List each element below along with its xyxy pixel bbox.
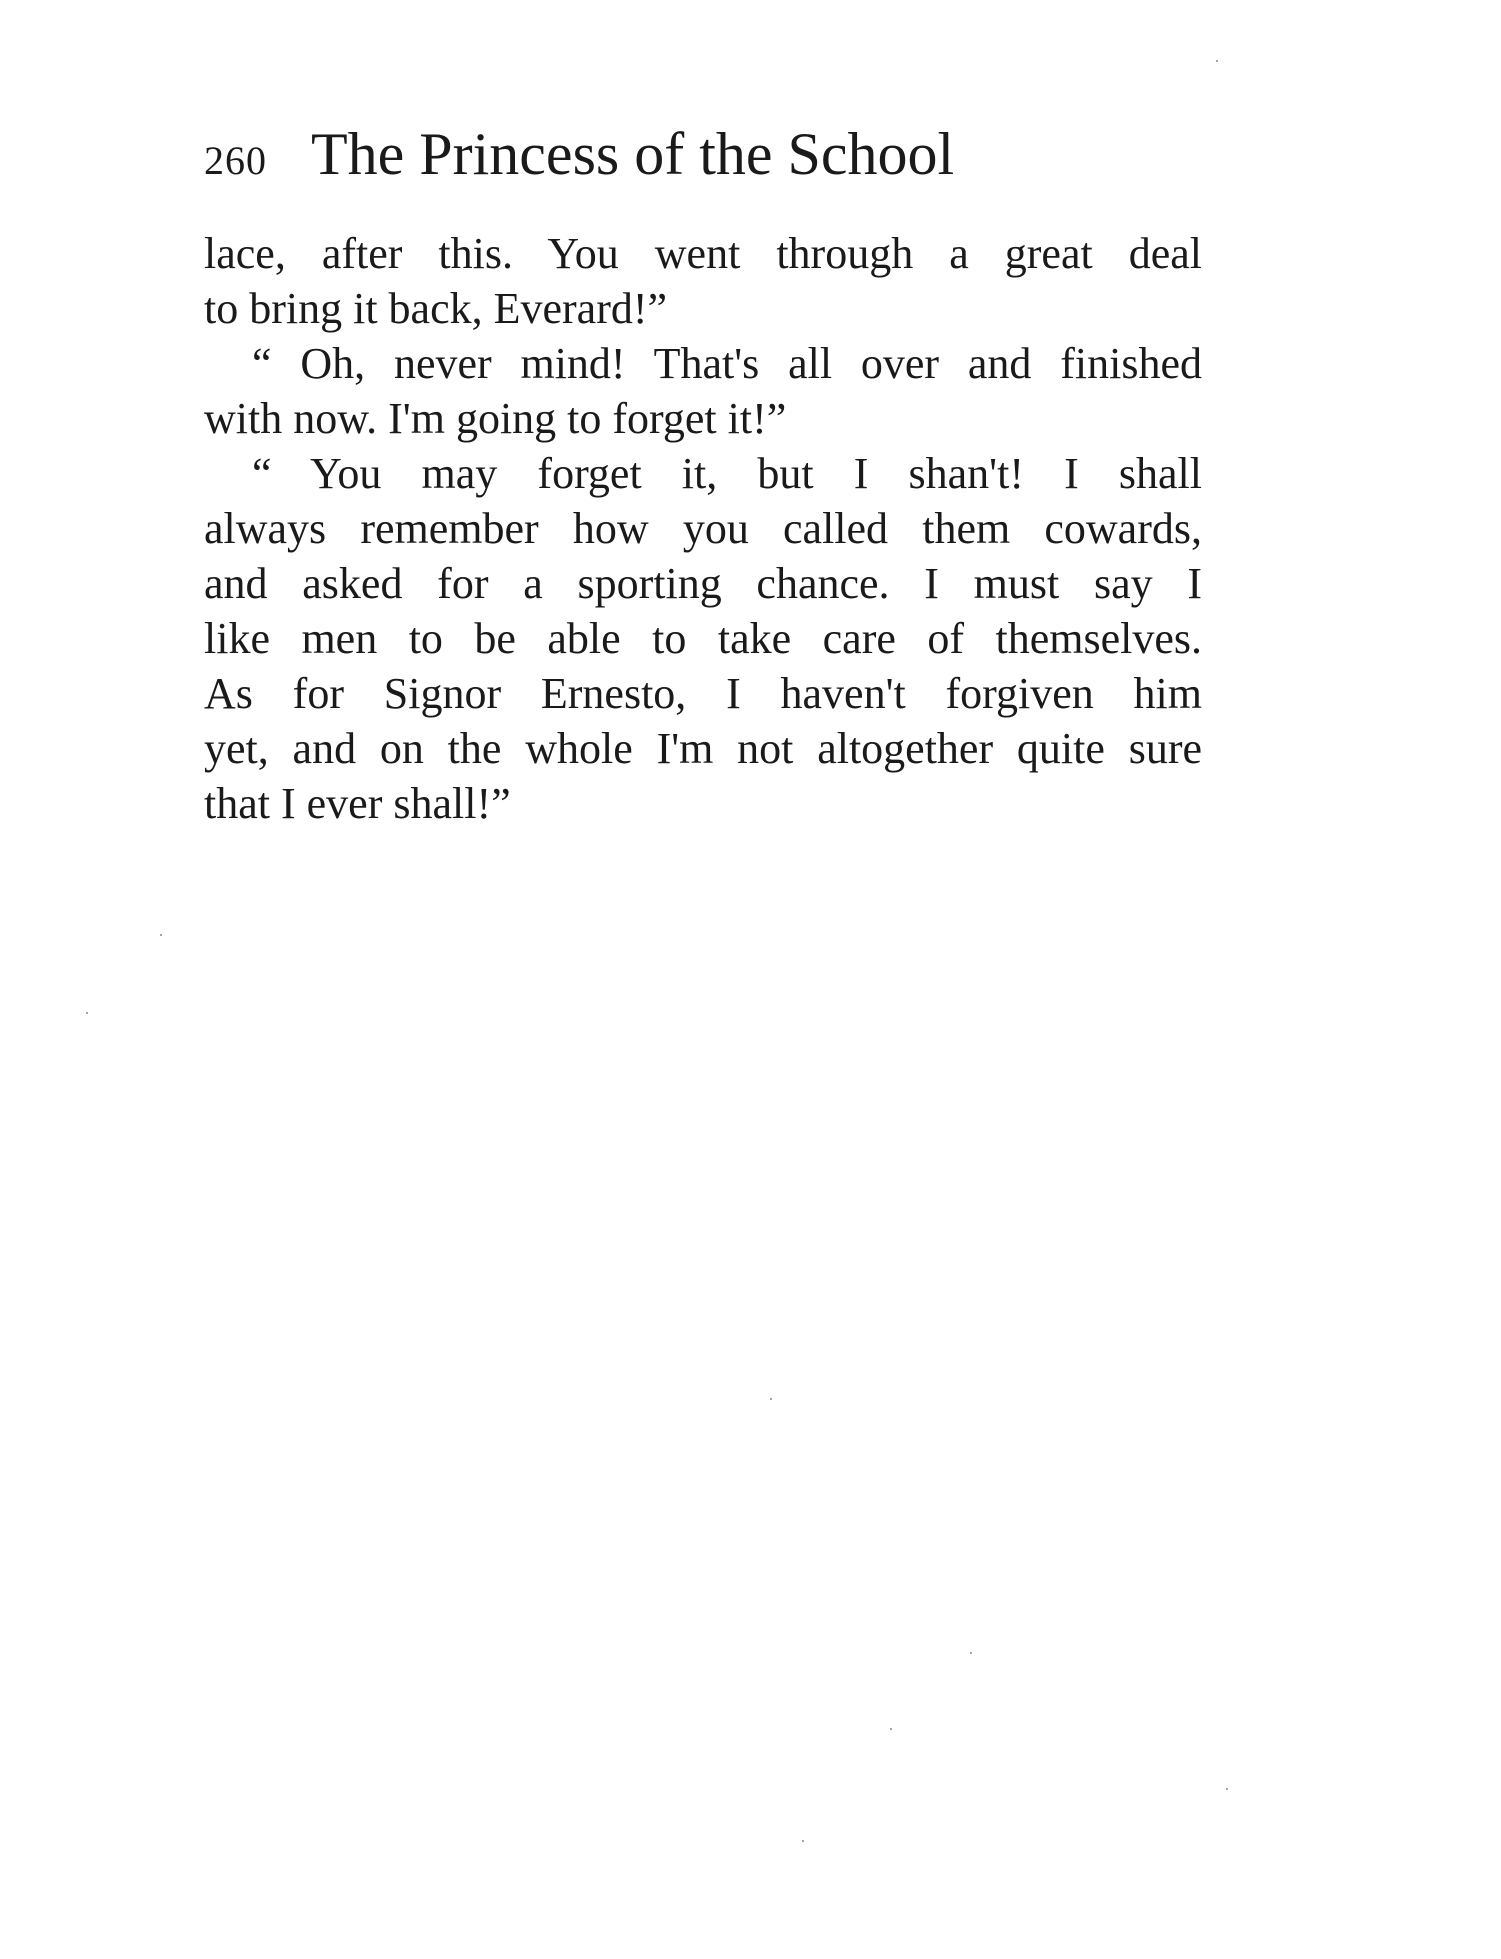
text-line: As for Signor Ernesto, I haven't forgiven him bbox=[204, 669, 1202, 718]
text-line: lace, after this. You went through a great deal bbox=[204, 229, 1202, 278]
scan-speck bbox=[1216, 60, 1218, 62]
page-number: 260 bbox=[204, 138, 267, 183]
scan-speck bbox=[890, 1728, 892, 1730]
text-line: that I ever shall!” bbox=[204, 779, 511, 828]
scan-speck bbox=[160, 934, 162, 936]
scan-speck bbox=[86, 1012, 88, 1014]
scan-speck bbox=[1226, 1788, 1228, 1790]
text-line: always remember how you called them cowards, bbox=[204, 504, 1202, 553]
scan-speck bbox=[770, 1398, 772, 1400]
text-line: with now. I'm going to forget it!” bbox=[204, 394, 787, 443]
running-head bbox=[204, 120, 954, 189]
scan-speck bbox=[802, 1840, 804, 1842]
body-text bbox=[204, 226, 1202, 831]
text-line: to bring it back, Everard!” bbox=[204, 284, 668, 333]
text-line: “ Oh, never mind! That's all over and finished bbox=[252, 339, 1202, 388]
text-line: like men to be able to take care of themselves. bbox=[204, 614, 1202, 663]
text-line: yet, and on the whole I'm not altogether quite sure bbox=[204, 724, 1202, 773]
running-title: The Princess of the School bbox=[311, 121, 955, 187]
scan-speck bbox=[970, 1652, 972, 1654]
text-line: and asked for a sporting chance. I must say I bbox=[204, 559, 1202, 608]
text-line: “ You may forget it, but I shan't! I shall bbox=[252, 449, 1202, 498]
